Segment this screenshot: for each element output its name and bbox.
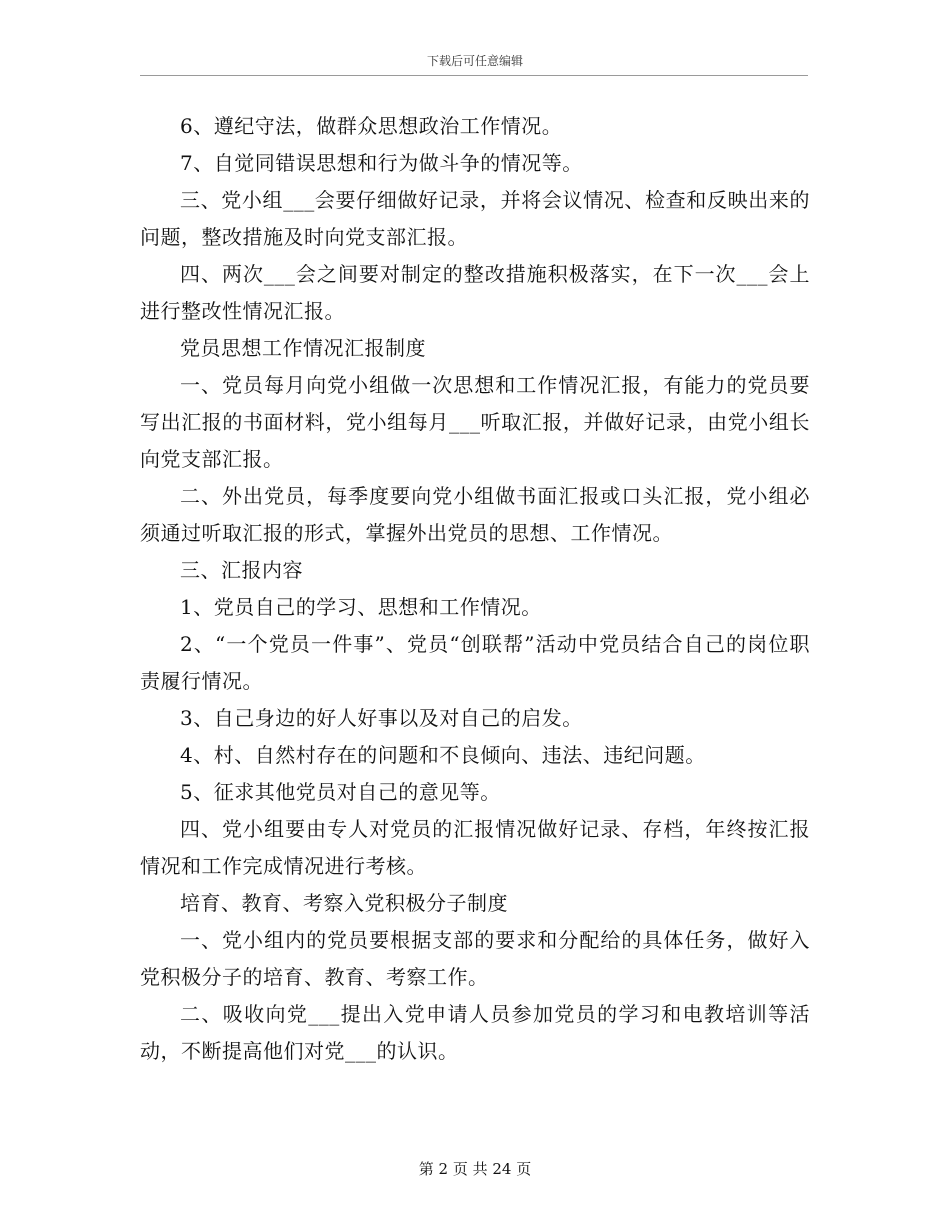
paragraph-section-4-rectification: 四、两次___会之间要对制定的整改措施积极落实，在下一次___会上进行整改性情况汇报。 [140, 262, 810, 323]
paragraph-item-7: 7、自觉同错误思想和行为做斗争的情况等。 [180, 151, 583, 175]
list-item-content-5: 5、征求其他党员对自己的意见等。 [180, 780, 501, 804]
paragraph-report-2: 二、外出党员，每季度要向党小组做书面汇报或口头汇报，党小组必须通过听取汇报的形式，掌握外出党员的思想、工作情况。 [140, 484, 810, 545]
page-header: 下载后可任意编辑 [426, 54, 523, 68]
list-item-content-1: 1、党员自己的学习、思想和工作情况。 [180, 595, 542, 619]
list-item-content-3: 3、自己身边的好人好事以及对自己的启发。 [180, 706, 583, 730]
paragraph-report-1: 一、党员每月向党小组做一次思想和工作情况汇报，有能力的党员要写出汇报的书面材料，党小组每月___听取汇报，并做好记录，由党小组长向党支部汇报。 [140, 373, 810, 471]
list-item-content-4: 4、村、自然村存在的问题和不良倾向、违法、违纪问题。 [180, 743, 706, 767]
header-divider [140, 75, 808, 76]
page-number-footer: 第 2 页 共 24 页 [418, 1160, 532, 1178]
section-heading-activist-system: 培育、教育、考察入党积极分子制度 [180, 891, 508, 915]
paragraph-section-3-meeting-records: 三、党小组___会要仔细做好记录，并将会议情况、检查和反映出来的问题，整改措施及时向党支部汇报。 [140, 188, 810, 249]
paragraph-report-4: 四、党小组要由专人对党员的汇报情况做好记录、存档，年终按汇报情况和工作完成情况进行考核。 [140, 817, 810, 878]
section-heading-thought-report-system: 党员思想工作情况汇报制度 [180, 336, 426, 360]
paragraph-activist-2: 二、吸收向党___提出入党申请人员参加党员的学习和电教培训等活动，不断提高他们对党___的认识。 [140, 1002, 810, 1063]
paragraph-activist-1: 一、党小组内的党员要根据支部的要求和分配给的具体任务，做好入党积极分子的培育、教育、考察工作。 [140, 928, 810, 989]
paragraph-item-6: 6、遵纪守法，做群众思想政治工作情况。 [180, 114, 563, 138]
paragraph-report-3-heading: 三、汇报内容 [180, 558, 303, 582]
list-item-content-2: 2、“一个党员一件事”、党员“创联帮”活动中党员结合自己的岗位职责履行情况。 [140, 632, 810, 693]
document-body [140, 108, 810, 1070]
